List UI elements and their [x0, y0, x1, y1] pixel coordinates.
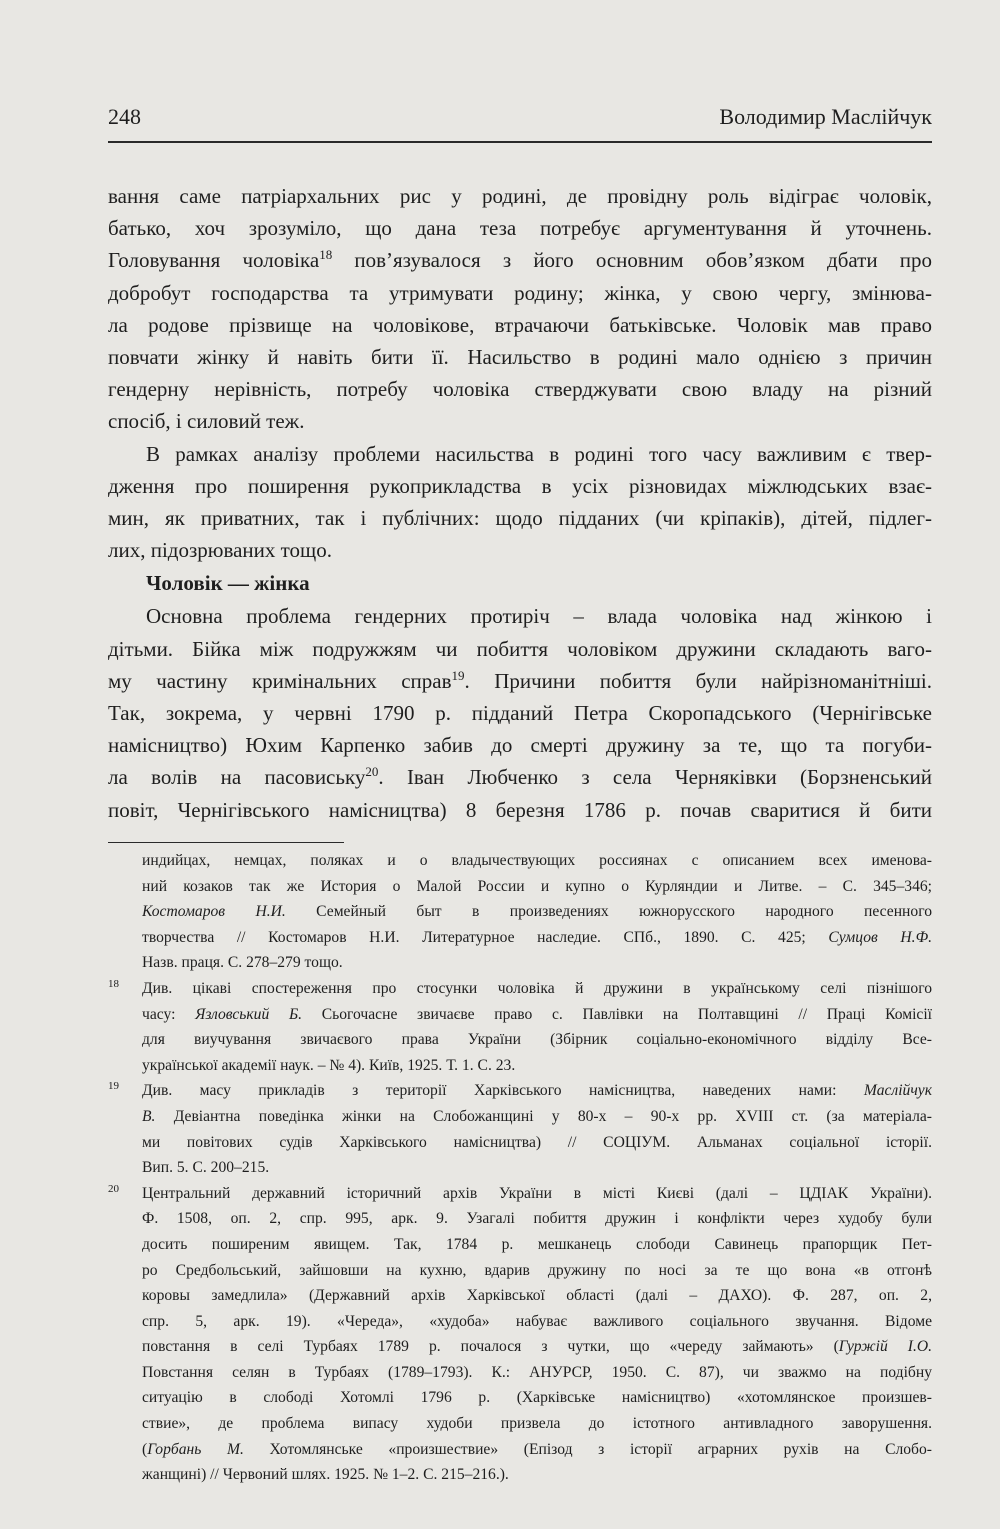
text-run: жанщині) // Червоний шлях. 1925. № 1–2. С. 215–216.). [142, 1466, 509, 1484]
text-run: Язловський Б. [195, 1005, 303, 1023]
text-line [108, 633, 932, 665]
text-run: В рамках аналізу проблеми насильства в родині того часу важливим є твер- [146, 441, 932, 466]
text-line [142, 1258, 932, 1284]
text-line [108, 600, 932, 632]
text-line [142, 1309, 932, 1335]
text-line [108, 438, 932, 470]
text-line [108, 470, 932, 502]
text-run: дження про поширення рукоприкладства в усіх різновидах міжлюдських взає- [108, 473, 932, 498]
text-run: ситуацію в слободі Хотомлі 1796 р. (Харківське намісництво) «хотомлянское произшев- [142, 1389, 932, 1407]
text-line [142, 1206, 932, 1232]
text-run: . Причини побиття були найрізноманітніші. [464, 668, 932, 693]
text-run: ( [142, 1440, 148, 1458]
text-run: Див. масу прикладів з території Харківського намісництва, наведених нами: [142, 1082, 864, 1100]
text-line [108, 212, 932, 244]
text-line [108, 277, 932, 309]
text-line [108, 534, 932, 566]
text-run: намісництво) Юхим Карпенко забив до смерті дружину за те, що та погуби- [108, 733, 932, 758]
text-run: . Іван Любченко з села Черняківки (Борзненський [378, 765, 932, 790]
text-line [142, 1437, 932, 1463]
text-run: спр. 5, арк. 19). «Череда», «худоба» набуває важливого соціального звучання. Відоме [142, 1312, 932, 1330]
text-line [142, 874, 932, 900]
text-run: Хотомлянське «произшествие» (Епізод з історії аграрних рухів на Слобо- [243, 1440, 932, 1458]
text-run: повчати жінку й навіть бити її. Насильство в родині мало однією з причин [108, 344, 932, 369]
running-header-author: Володимир Маслійчук [719, 104, 932, 129]
text-line [108, 341, 932, 373]
text-run: Повстання селян в Турбаях (1789–1793). К.: АНУРСР, 1950. С. 87), чи зважмо на подібну [142, 1363, 932, 1381]
footnote-number: 18 [108, 977, 119, 990]
text-run: индийцах, немцах, поляках и о владычествующих россиянах с описанием всех именова- [142, 852, 932, 869]
text-line [142, 976, 932, 1002]
text-line [142, 1360, 932, 1386]
text-run: Семейный быт в произведениях южнорусского народного песенного [285, 903, 932, 921]
text-run: Ф. 1508, оп. 2, спр. 995, арк. 9. Узагалі побиття дружин і конфлікти через худобу були [142, 1210, 932, 1228]
text-line [142, 925, 932, 951]
text-run: повстання в селі Турбаях 1789 р. почалося з чутки, що «череду займають» ( [142, 1338, 839, 1356]
footnote-ref: 20 [365, 764, 379, 780]
text-line [108, 697, 932, 729]
text-line [108, 180, 932, 212]
text-line [142, 1104, 932, 1130]
footnote [108, 1181, 932, 1488]
paragraph [108, 438, 932, 567]
text-line [142, 1283, 932, 1309]
text-line [108, 309, 932, 341]
text-run: гендерну нерівність, потребу чоловіка стверджувати свою владу на різний [108, 377, 932, 402]
text-line [142, 1385, 932, 1411]
text-run: добробут господарства та утримувати родину; жінка, у свою чергу, змінюва- [108, 280, 932, 305]
text-run: часу: [142, 1005, 196, 1023]
section-heading [108, 567, 932, 599]
text-line [142, 1002, 932, 1028]
text-run: Гуржій І.О. [838, 1338, 932, 1356]
text-run: досить поширеним явищем. Так, 1784 р. мешканець слободи Савинець прапорщик Пет- [142, 1235, 932, 1253]
text-run: лих, підозрюваних тощо. [108, 538, 332, 563]
text-run: повіт, Чернігівського намісництва) 8 березня 1786 р. почав сваритися й бити [108, 797, 932, 822]
footnote-number: 20 [108, 1182, 119, 1195]
footnote-separator [108, 842, 344, 843]
text-run: Костомаров Н.И. [142, 903, 286, 921]
text-run: мин, як приватних, так і публічних: щодо підданих (чи кріпаків), дітей, підлег- [108, 505, 932, 530]
text-run: пов’язувалося з його основним обов’язком дбати про [332, 248, 932, 273]
footnote-ref: 18 [319, 247, 333, 263]
text-run: Так, зокрема, у червні 1790 р. підданий Петра Скоропадського (Чернігівське [108, 701, 932, 725]
text-line [108, 502, 932, 534]
page-number: 248 [108, 104, 141, 129]
text-line [108, 794, 932, 826]
text-run: му частину кримінальних справ [108, 668, 452, 693]
text-run: дітьми. Бійка між подружжям чи побиття чоловіком дружини складають ваго- [108, 636, 932, 661]
paragraph [108, 600, 932, 825]
text-line [108, 373, 932, 405]
text-line [108, 729, 932, 761]
text-run: Див. цікаві спостереження про стосунки чоловіка й дружини в українському селі пізнішого [142, 979, 932, 997]
text-run: спосіб, і силовий теж. [108, 409, 305, 434]
text-line [142, 1155, 932, 1181]
text-line [142, 1232, 932, 1258]
text-run: ствие», де проблема випасу худоби призвела до істотного антивладного заворушення. [142, 1415, 932, 1433]
text-run: вання саме патріархальних рис у родині, де провідну роль відіграє чоловік, [108, 184, 932, 208]
text-line [142, 1053, 932, 1079]
text-run: Девіантна поведінка жінки на Слобожанщині у 80-х – 90-х рр. XVIII ст. (за матеріала- [155, 1107, 932, 1125]
text-run: творчества // Костомаров Н.И. Литературное наследие. СПб., 1890. С. 425; [142, 928, 829, 946]
text-line [142, 1462, 932, 1488]
text-run: Сьогочасне звичаєве право с. Павлівки на Полтавщині // Праці Комісії [302, 1005, 932, 1023]
footnote [108, 848, 932, 976]
text-run: ро Средбольський, зайшовши на кухню, вдарив дружину по носі за те що вона «в отгонѣ [142, 1261, 932, 1279]
footnote [108, 976, 932, 1078]
text-run: української академії наук. – № 4). Київ, 1925. Т. 1. С. 23. [142, 1056, 516, 1074]
text-run: Маслійчук [863, 1082, 932, 1100]
text-line [108, 665, 932, 697]
text-line [142, 1130, 932, 1156]
text-run: ла волів на пасовиську [108, 765, 366, 790]
text-line [108, 405, 932, 437]
text-run: Сумцов Н.Ф. [828, 928, 932, 946]
text-run: коровы замедлила» (Державний архів Харківської області (далі – ДАХО). Ф. 287, оп. 2, [142, 1287, 932, 1305]
header-rule [108, 141, 932, 143]
text-line [142, 848, 932, 874]
text-run: ла родове прізвище на чоловікове, втрачаючи батьківське. Чоловік мав право [108, 312, 932, 337]
text-line [108, 244, 932, 276]
text-line [142, 950, 932, 976]
footnote [108, 1078, 932, 1180]
footnote-ref: 19 [451, 668, 465, 684]
text-line [142, 1027, 932, 1053]
text-run: ний козаков так же История о Малой России и купно о Курляндии и Литве. – С. 345–346; [142, 877, 932, 895]
text-line [142, 1411, 932, 1437]
text-run: для виучування звичаєвого права України (Збірник соціально-економічного відділу Все- [142, 1031, 932, 1049]
text-run: Головування чоловіка [108, 248, 320, 273]
text-run: ми повітових судів Харківського намісництва) // СОЦІУМ. Альманах соціальної історії. [142, 1133, 932, 1151]
text-line [142, 1334, 932, 1360]
text-run: В. [142, 1107, 156, 1125]
text-line [142, 1181, 932, 1207]
paragraph [108, 180, 932, 438]
text-run: Чоловік — жінка [146, 571, 310, 596]
text-line [142, 899, 932, 925]
footnotes [108, 848, 932, 1488]
main-text [108, 180, 932, 826]
text-run: батько, хоч зрозуміло, що дана теза потребує аргументування й уточнень. [108, 216, 932, 241]
text-run: Вип. 5. С. 200–215. [142, 1159, 270, 1177]
text-run: Центральний державний історичний архів України в місті Києві (далі – ЦДІАК України). [142, 1184, 932, 1202]
text-run: Горбань М. [147, 1440, 244, 1458]
running-header [108, 104, 932, 134]
text-line [146, 567, 932, 599]
text-run: Основна проблема гендерних протиріч – влада чоловіка над жінкою і [146, 604, 932, 629]
footnote-number: 19 [108, 1080, 119, 1093]
text-run: Назв. праця. С. 278–279 тощо. [142, 954, 343, 972]
text-line [142, 1078, 932, 1104]
text-line [108, 761, 932, 793]
